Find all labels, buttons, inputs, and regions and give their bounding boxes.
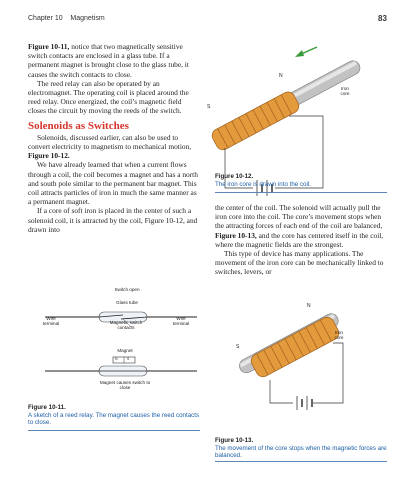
wire-terminal-left-label: Wire terminal — [42, 316, 60, 326]
page-number: 83 — [378, 14, 387, 23]
paragraph-6-text-end: and the core has centered itself in the coil, where the magnetic fields are the strongest. — [215, 230, 384, 249]
paragraph-1 — [28, 42, 200, 79]
figure-ref: Figure 10-11, — [28, 42, 70, 51]
circuit-wire — [270, 380, 293, 403]
iron-core-label: Iron core — [334, 330, 344, 340]
section-heading: Solenoids as Switches — [28, 119, 129, 132]
paragraph-3-text: Solenoids, discussed earlier, can also be used to convert electricity to magnetism to mechanical motion, — [28, 132, 192, 152]
figure-10-11-caption — [28, 404, 200, 427]
south-label: S — [207, 104, 211, 110]
caption-text: A sketch of a reed relay. The magnet causes the reed contacts to close. — [28, 411, 200, 427]
figure-10-13-caption — [215, 437, 387, 460]
paragraph-5: If a core of soft iron is placed in the center of such a solenoid coil, it is attracted by the coil, Figure 10-12, and drawn into — [28, 206, 198, 234]
caption-rule — [28, 430, 200, 431]
caption-rule — [215, 461, 387, 462]
figure-ref: Figure 10-13, — [215, 230, 257, 240]
circuit-wire — [313, 343, 343, 403]
left-column — [28, 42, 200, 234]
magnet-label: Magnet — [117, 348, 133, 353]
coil — [210, 90, 302, 153]
figure-10-12-diagram — [205, 30, 385, 190]
figure-10-13-diagram — [215, 305, 385, 405]
caption-text: The movement of the core stops when the magnetic forces are balanced. — [215, 444, 387, 460]
magnet-south-label: S — [127, 357, 130, 361]
chapter-label: Chapter 10 — [28, 15, 63, 22]
paragraph-2: The reed relay can also be operated by an electromagnet. The operating coil is placed around the reed relay. Once energized, the coil’s magnetic field closes the circuit by moving the reeds of the switch. — [28, 78, 189, 116]
wire-terminal-right-label: Wire terminal — [172, 316, 190, 326]
contacts-label: Magnetic switch contacts — [109, 320, 143, 330]
paragraph-7: This type of device has many applications. The movement of the iron core can be mechanically linked to switches, levers, or — [215, 249, 384, 277]
iron-core-label: Iron core — [340, 86, 350, 96]
running-header — [28, 15, 105, 22]
paragraph-6 — [215, 203, 387, 249]
north-label: N — [307, 303, 311, 309]
battery-icon — [297, 396, 312, 410]
paragraph-3 — [28, 133, 200, 161]
caption-title: Figure 10-11. — [28, 404, 66, 411]
figure-ref: Figure 10-12. — [28, 151, 70, 161]
glass-tube-label: Glass tube — [116, 300, 138, 305]
caption-title: Figure 10-12. — [215, 173, 254, 180]
right-column — [215, 203, 387, 277]
caption-title: Figure 10-13. — [215, 437, 254, 444]
switch-open-label: Switch open — [114, 287, 140, 292]
caption-text: The iron core is drawn into the coil. — [215, 180, 311, 188]
paragraph-6-text: the center of the coil. The solenoid will actually pull the iron core into the coil. The core’s movement stops when the attracting forces of each end of the coil are balanced, — [215, 203, 383, 231]
caption-rule — [215, 192, 387, 193]
figure-10-12-caption — [215, 173, 387, 188]
magnet-north-label: N — [115, 357, 118, 361]
north-label: N — [279, 73, 283, 79]
south-label: S — [236, 344, 240, 350]
coil — [249, 315, 341, 379]
paragraph-1-text: notice that two magnetically sensitive switch contacts are enclosed in a glass tube. If a permanent magnet is brought close to the glass tube, it causes the switch contacts to close. — [28, 42, 189, 79]
causes-label: Magnet causes switch to close — [99, 380, 151, 390]
arrow-head-icon — [295, 50, 304, 57]
paragraph-4: We have already learned that when a current flows through a coil, the coil becomes a magnet and has a north and south pole similar to the permanent bar magnet. This coil attracts particles of iron in much the same manner as a permanent magnet. — [28, 160, 198, 207]
chapter-title: Magnetism — [70, 15, 105, 22]
